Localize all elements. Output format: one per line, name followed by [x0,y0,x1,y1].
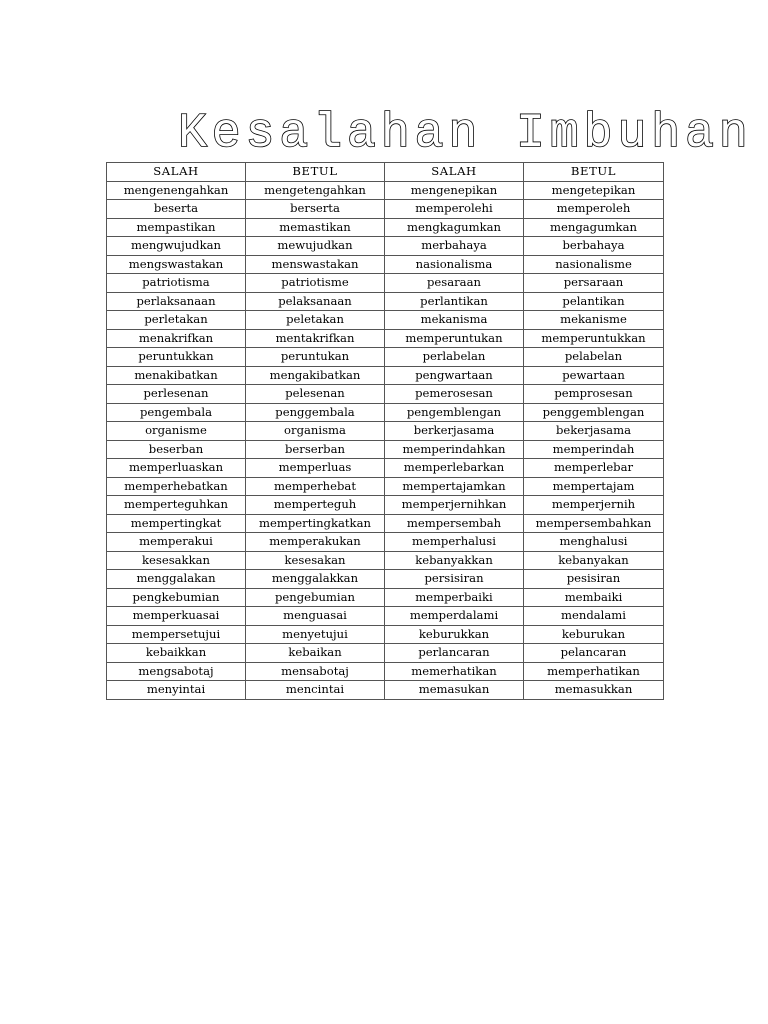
betul-cell: mengetengahkan [246,181,385,200]
table-row [107,311,664,330]
salah-cell: beserban [107,440,246,459]
salah-cell: mempertingkat [107,514,246,533]
table-row [107,440,664,459]
betul-cell: mengetepikan [524,181,664,200]
table-row [107,366,664,385]
betul-cell: kesesakan [246,551,385,570]
salah-cell: pemerosesan [385,385,524,404]
header-betul: BETUL [524,163,664,182]
betul-cell: pelaksanaan [246,292,385,311]
betul-cell: pemprosesan [524,385,664,404]
salah-cell: berkerjasama [385,422,524,441]
table-row [107,662,664,681]
table-row [107,459,664,478]
table-row [107,644,664,663]
betul-cell: membaiki [524,588,664,607]
salah-cell: mempastikan [107,218,246,237]
salah-cell: memperuntukan [385,329,524,348]
betul-cell: penggemblengan [524,403,664,422]
betul-cell: memastikan [246,218,385,237]
salah-cell: mengsabotaj [107,662,246,681]
salah-cell: memerhatikan [385,662,524,681]
betul-cell: menguasai [246,607,385,626]
betul-cell: mencintai [246,681,385,700]
salah-cell: memperteguhkan [107,496,246,515]
betul-cell: peruntukan [246,348,385,367]
page-title: Kesalahan Imbuhan [178,107,753,161]
salah-cell: pengkebumian [107,588,246,607]
salah-cell: perlesenan [107,385,246,404]
header-salah: SALAH [385,163,524,182]
table-row [107,514,664,533]
betul-cell: menghalusi [524,533,664,552]
salah-cell: perlancaran [385,644,524,663]
header-salah: SALAH [107,163,246,182]
table-row [107,477,664,496]
betul-cell: persaraan [524,274,664,293]
table-row [107,551,664,570]
salah-cell: memperakui [107,533,246,552]
betul-cell: mempertingkatkan [246,514,385,533]
betul-cell: mewujudkan [246,237,385,256]
salah-cell: mengenengahkan [107,181,246,200]
salah-cell: memperjernihkan [385,496,524,515]
table-row [107,625,664,644]
word-table [106,162,664,700]
salah-cell: persisiran [385,570,524,589]
salah-cell: menakrifkan [107,329,246,348]
salah-cell: memperluaskan [107,459,246,478]
betul-cell: berserban [246,440,385,459]
salah-cell: merbahaya [385,237,524,256]
betul-cell: mempertajam [524,477,664,496]
salah-cell: mengwujudkan [107,237,246,256]
betul-cell: mengagumkan [524,218,664,237]
betul-cell: bekerjasama [524,422,664,441]
betul-cell: memperluas [246,459,385,478]
salah-cell: memperlebarkan [385,459,524,478]
betul-cell: patriotisme [246,274,385,293]
table-row [107,607,664,626]
salah-cell: perlabelan [385,348,524,367]
betul-cell: pelantikan [524,292,664,311]
betul-cell: pelancaran [524,644,664,663]
betul-cell: keburukan [524,625,664,644]
salah-cell: kesesakkan [107,551,246,570]
betul-cell: menggalakkan [246,570,385,589]
salah-cell: beserta [107,200,246,219]
table-row [107,348,664,367]
salah-cell: patriotisma [107,274,246,293]
salah-cell: pengwartaan [385,366,524,385]
betul-cell: pelesenan [246,385,385,404]
salah-cell: perlaksanaan [107,292,246,311]
table-header [107,163,664,182]
table-row [107,329,664,348]
betul-cell: memperakukan [246,533,385,552]
table-row [107,255,664,274]
table-row [107,237,664,256]
betul-cell: nasionalisme [524,255,664,274]
betul-cell: organisma [246,422,385,441]
salah-cell: memperdalami [385,607,524,626]
table-row [107,570,664,589]
salah-cell: mengenepikan [385,181,524,200]
table-row [107,533,664,552]
salah-cell: mempersetujui [107,625,246,644]
betul-cell: menyetujui [246,625,385,644]
salah-cell: kebanyakkan [385,551,524,570]
salah-cell: memperhalusi [385,533,524,552]
table-row [107,588,664,607]
betul-cell: memperhatikan [524,662,664,681]
table-row [107,292,664,311]
table-row [107,403,664,422]
betul-cell: mentakrifkan [246,329,385,348]
betul-cell: berserta [246,200,385,219]
salah-cell: pengembala [107,403,246,422]
betul-cell: memperindah [524,440,664,459]
salah-cell: memperolehi [385,200,524,219]
betul-cell: mengakibatkan [246,366,385,385]
betul-cell: memperuntukkan [524,329,664,348]
salah-cell: pengemblengan [385,403,524,422]
betul-cell: mendalami [524,607,664,626]
table-row [107,181,664,200]
salah-cell: menggalakan [107,570,246,589]
betul-cell: pesisiran [524,570,664,589]
salah-cell: keburukkan [385,625,524,644]
betul-cell: memperjernih [524,496,664,515]
betul-cell: mempersembahkan [524,514,664,533]
salah-cell: nasionalisma [385,255,524,274]
betul-cell: kebanyakan [524,551,664,570]
betul-cell: mensabotaj [246,662,385,681]
salah-cell: mempertajamkan [385,477,524,496]
salah-cell: memperhebatkan [107,477,246,496]
betul-cell: memasukkan [524,681,664,700]
salah-cell: perletakan [107,311,246,330]
salah-cell: kebaikkan [107,644,246,663]
table-row [107,496,664,515]
salah-cell: pesaraan [385,274,524,293]
table-body [107,181,664,699]
salah-cell: perlantikan [385,292,524,311]
betul-cell: pengebumian [246,588,385,607]
betul-cell: menswastakan [246,255,385,274]
salah-cell: mekanisma [385,311,524,330]
table-row [107,681,664,700]
salah-cell: organisme [107,422,246,441]
salah-cell: memperindahkan [385,440,524,459]
table-row [107,422,664,441]
betul-cell: berbahaya [524,237,664,256]
betul-cell: memperlebar [524,459,664,478]
header-betul: BETUL [246,163,385,182]
betul-cell: pelabelan [524,348,664,367]
salah-cell: peruntukkan [107,348,246,367]
betul-cell: penggembala [246,403,385,422]
betul-cell: peletakan [246,311,385,330]
salah-cell: mengkagumkan [385,218,524,237]
salah-cell: menakibatkan [107,366,246,385]
salah-cell: memperkuasai [107,607,246,626]
betul-cell: kebaikan [246,644,385,663]
header-row [107,163,664,182]
salah-cell: menyintai [107,681,246,700]
salah-cell: memasukan [385,681,524,700]
betul-cell: mekanisme [524,311,664,330]
table-row [107,200,664,219]
table-row [107,274,664,293]
salah-cell: mengswastakan [107,255,246,274]
table-row [107,385,664,404]
table-row [107,218,664,237]
betul-cell: memperteguh [246,496,385,515]
betul-cell: memperoleh [524,200,664,219]
betul-cell: pewartaan [524,366,664,385]
salah-cell: memperbaiki [385,588,524,607]
betul-cell: memperhebat [246,477,385,496]
salah-cell: mempersembah [385,514,524,533]
